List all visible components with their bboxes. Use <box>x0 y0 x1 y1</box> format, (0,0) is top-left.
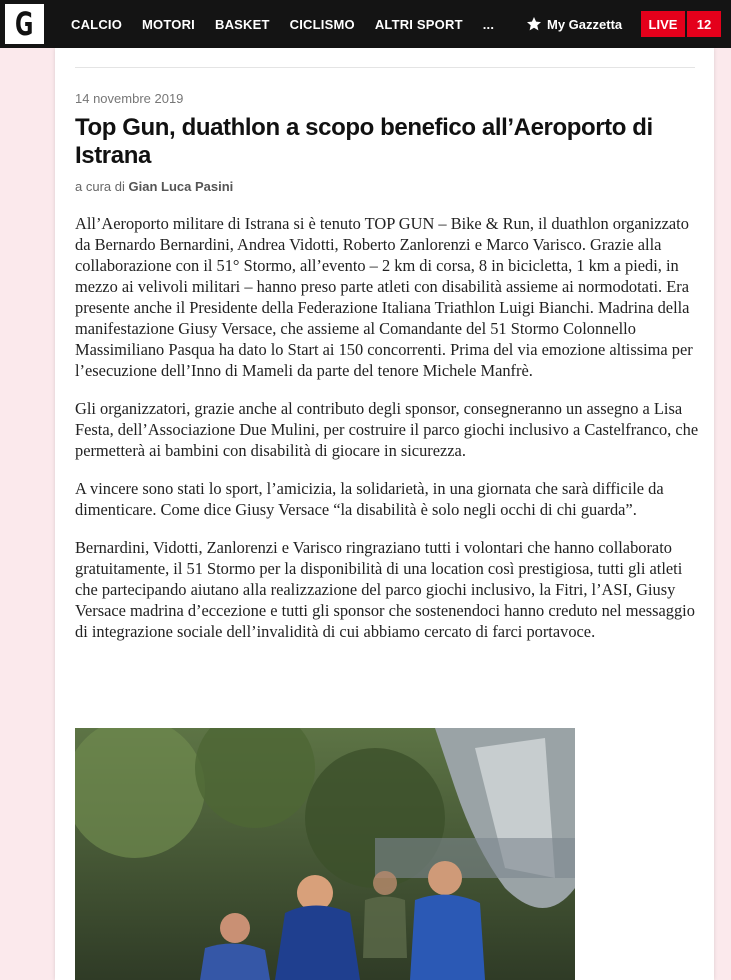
article-paragraph: Gli organizzatori, grazie anche al contributo degli sponsor, consegneranno un assegno a Lisa Festa, dell’Associazione Due Mulini, per costruire il parco giochi inclusivo a Castelfranco, che permetterà ai bambini con disabilità di giocare in sicurezza. <box>75 399 699 460</box>
article-card <box>55 48 714 980</box>
nav-item-altri-sport[interactable]: ALTRI SPORT <box>374 16 463 32</box>
article-paragraph: Bernardini, Vidotti, Zanlorenzi e Varisco ringraziano tutti i volontari che hanno collaborato gratuitamente, il 51 Stormo per la disponibilità di una location così prestigiosa, tutti gli atleti che partecipando aiutano alla realizzazione del parco giochi inclusivo, la Fitri, l’ASI, Giusy Versace madrina d’eccezione e tutti gli sponsor che sostenendoci hanno creduto nel messaggio di integrazione sociale dell’invalidità di cui abbiamo cercato di farci portavoce. <box>75 538 695 641</box>
article-paragraph: A vincere sono stati lo sport, l’amicizia, la solidarietà, in una giornata che sarà difficile da dimenticare. Come dice Giusy Versace “la disabilità è solo negli occhi di chi guarda”. <box>75 479 664 519</box>
article-body <box>75 213 700 659</box>
article-title: Top Gun, duathlon a scopo benefico all’Aeroporto di Istrana <box>75 114 653 169</box>
nav-item-basket[interactable]: BASKET <box>215 16 270 32</box>
article-paragraph: All’Aeroporto militare di Istrana si è tenuto TOP GUN – Bike & Run, il duathlon organizzato da Bernardo Bernardini, Andrea Vidotti, Roberto Zanlorenzi e Marco Varisco. Grazie alla collaborazione con il 51° Stormo, all’evento – 2 km di corsa, 8 in bicicletta, 1 km a piedi, in mezzo ai velivoli militari – hanno preso parte atleti con disabilità assieme ai normodotati. Era presente anche il Presidente della Federazione Italiana Triathlon Luigi Bianchi. Madrina della manifestazione Giusy Versace, che assieme al Comandante del 51 Stormo Colonnello Massimiliano Pasqua ha dato lo Start ai 150 concorrenti. Prima del via emozione altissima per l’esecuzione dell’Inno di Mameli da parte del tenore Michele Manfrè. <box>75 214 693 380</box>
gazzetta-logo[interactable] <box>5 4 44 44</box>
live-label: LIVE <box>641 11 685 37</box>
author-prefix: a cura di <box>75 179 125 194</box>
nav-item-ciclismo[interactable]: CICLISMO <box>289 16 355 32</box>
event-photo-illustration <box>75 728 575 980</box>
my-gazzetta-label: My Gazzetta <box>547 16 623 32</box>
live-button[interactable] <box>641 11 721 37</box>
author-name-link[interactable]: Gian Luca Pasini <box>128 179 234 194</box>
logo-letter: G <box>15 5 34 43</box>
star-icon <box>526 16 542 32</box>
article-date: 14 novembre 2019 <box>75 91 184 106</box>
top-navigation-bar <box>0 0 731 48</box>
nav-item-motori[interactable]: MOTORI <box>142 16 195 32</box>
article-photo <box>75 728 575 980</box>
article-author <box>75 179 233 194</box>
nav-item-more[interactable]: ... <box>482 16 495 32</box>
nav-item-calcio[interactable]: CALCIO <box>71 16 123 32</box>
top-divider <box>75 67 695 68</box>
my-gazzetta-link[interactable] <box>526 0 622 48</box>
live-count-badge: 12 <box>687 11 721 37</box>
main-nav <box>61 0 504 48</box>
